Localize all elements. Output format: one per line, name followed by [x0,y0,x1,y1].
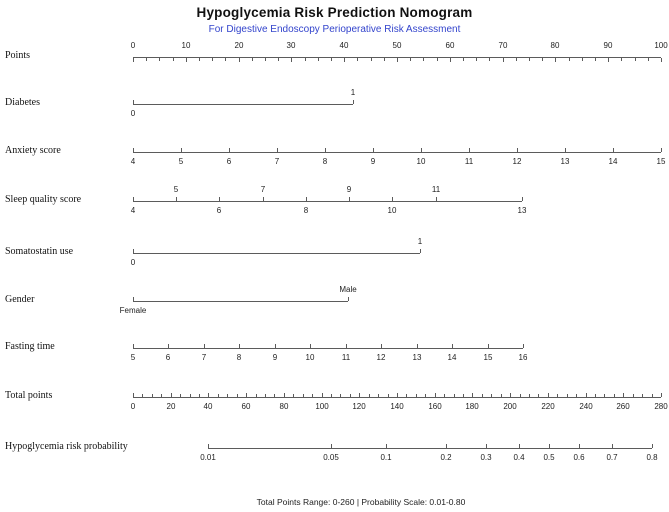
tick-risk-probability [446,444,447,448]
minor-tick-total-points [180,394,181,397]
tick-risk-probability [652,444,653,448]
tick-label-sleep-quality-score: 13 [517,206,527,215]
tick-total-points [246,393,247,397]
tick-label-points: 80 [550,41,560,50]
minor-tick-points [635,58,636,61]
minor-tick-total-points [529,394,530,397]
tick-points [291,58,292,62]
tick-anxiety-score [517,148,518,152]
tick-anxiety-score [661,148,662,152]
tick-sleep-quality-score [219,197,220,201]
tick-label-gender: Male [339,285,357,294]
tick-gender [133,297,134,301]
minor-tick-total-points [652,394,653,397]
axis-line-gender [133,301,348,302]
axis-label-gender: Gender [5,294,35,305]
tick-total-points [133,393,134,397]
tick-total-points [322,393,323,397]
tick-label-fasting-time: 13 [412,353,422,362]
tick-label-risk-probability: 0.6 [573,453,585,462]
tick-label-anxiety-score: 13 [560,157,570,166]
tick-label-sleep-quality-score: 9 [346,185,352,194]
tick-fasting-time [488,344,489,348]
minor-tick-points [423,58,424,61]
axis-label-sleep-quality-score: Sleep quality score [5,194,82,205]
minor-tick-points [463,58,464,61]
minor-tick-total-points [312,394,313,397]
tick-risk-probability [486,444,487,448]
tick-label-anxiety-score: 4 [130,157,136,166]
tick-anxiety-score [469,148,470,152]
tick-label-anxiety-score: 8 [322,157,328,166]
minor-tick-points [305,58,306,61]
tick-label-total-points: 200 [503,402,517,411]
minor-tick-total-points [378,394,379,397]
minor-tick-points [371,58,372,61]
tick-label-sleep-quality-score: 4 [130,206,136,215]
minor-tick-total-points [538,394,539,397]
tick-total-points [397,393,398,397]
tick-label-fasting-time: 5 [130,353,136,362]
minor-tick-total-points [190,394,191,397]
tick-fasting-time [310,344,311,348]
minor-tick-total-points [237,394,238,397]
tick-fasting-time [381,344,382,348]
minor-tick-total-points [557,394,558,397]
tick-total-points [586,393,587,397]
minor-tick-total-points [501,394,502,397]
minor-tick-points [476,58,477,61]
tick-label-risk-probability: 0.01 [200,453,216,462]
tick-label-fasting-time: 12 [376,353,386,362]
tick-fasting-time [168,344,169,348]
tick-label-fasting-time: 10 [305,353,315,362]
tick-label-points: 0 [130,41,136,50]
minor-tick-total-points [274,394,275,397]
tick-gender [348,297,349,301]
minor-tick-points [621,58,622,61]
tick-label-total-points: 60 [241,402,251,411]
tick-label-fasting-time: 14 [447,353,457,362]
minor-tick-total-points [642,394,643,397]
minor-tick-total-points [369,394,370,397]
tick-label-total-points: 20 [166,402,176,411]
tick-label-total-points: 240 [579,402,593,411]
tick-label-anxiety-score: 12 [512,157,522,166]
tick-label-points: 100 [654,41,668,50]
minor-tick-total-points [633,394,634,397]
tick-anxiety-score [565,148,566,152]
axis-line-diabetes [133,104,353,105]
tick-points [661,58,662,62]
tick-label-risk-probability: 0.7 [606,453,618,462]
tick-label-somatostatin-use: 1 [417,237,423,246]
axis-label-fasting-time: Fasting time [5,341,55,352]
minor-tick-total-points [142,394,143,397]
tick-label-anxiety-score: 9 [370,157,376,166]
tick-points [450,58,451,62]
tick-label-risk-probability: 0.2 [440,453,452,462]
minor-tick-points [173,58,174,61]
axis-line-fasting-time [133,348,523,349]
minor-tick-total-points [350,394,351,397]
tick-anxiety-score [325,148,326,152]
tick-label-fasting-time: 7 [201,353,207,362]
tick-label-risk-probability: 0.5 [543,453,555,462]
tick-label-fasting-time: 8 [236,353,242,362]
tick-label-fasting-time: 6 [165,353,171,362]
tick-anxiety-score [133,148,134,152]
tick-label-total-points: 40 [203,402,213,411]
minor-tick-total-points [152,394,153,397]
tick-points [503,58,504,62]
tick-points [344,58,345,62]
tick-label-anxiety-score: 11 [464,157,474,166]
minor-tick-total-points [227,394,228,397]
tick-risk-probability [331,444,332,448]
minor-tick-total-points [331,394,332,397]
minor-tick-total-points [303,394,304,397]
tick-fasting-time [204,344,205,348]
tick-label-anxiety-score: 10 [416,157,426,166]
axis-label-somatostatin-use: Somatostatin use [5,246,74,257]
tick-total-points [472,393,473,397]
minor-tick-total-points [576,394,577,397]
tick-total-points [548,393,549,397]
minor-tick-total-points [256,394,257,397]
axis-label-anxiety-score: Anxiety score [5,145,61,156]
tick-fasting-time [133,344,134,348]
tick-label-sleep-quality-score: 11 [431,185,441,194]
minor-tick-points [357,58,358,61]
tick-sleep-quality-score [133,197,134,201]
tick-total-points [661,393,662,397]
tick-label-gender: Female [119,306,147,315]
minor-tick-points [159,58,160,61]
tick-total-points [435,393,436,397]
tick-total-points [510,393,511,397]
tick-label-risk-probability: 0.1 [380,453,392,462]
tick-label-total-points: 120 [352,402,366,411]
tick-total-points [359,393,360,397]
minor-tick-total-points [482,394,483,397]
minor-tick-total-points [265,394,266,397]
tick-fasting-time [452,344,453,348]
tick-total-points [623,393,624,397]
tick-label-total-points: 80 [279,402,289,411]
tick-label-fasting-time: 16 [518,353,528,362]
minor-tick-total-points [425,394,426,397]
tick-diabetes [353,100,354,104]
tick-label-diabetes: 1 [350,88,356,97]
tick-total-points [284,393,285,397]
tick-label-risk-probability: 0.4 [513,453,525,462]
minor-tick-points [437,58,438,61]
tick-label-sleep-quality-score: 7 [260,185,266,194]
minor-tick-points [199,58,200,61]
tick-risk-probability [579,444,580,448]
axis-line-risk-probability [208,448,652,449]
tick-label-total-points: 220 [541,402,555,411]
tick-label-points: 10 [181,41,191,50]
tick-points [555,58,556,62]
tick-label-points: 90 [603,41,613,50]
axis-label-risk-probability: Hypoglycemia risk probability [5,441,128,452]
tick-sleep-quality-score [349,197,350,201]
tick-label-total-points: 100 [315,402,329,411]
tick-label-anxiety-score: 5 [178,157,184,166]
minor-tick-total-points [463,394,464,397]
tick-anxiety-score [229,148,230,152]
tick-risk-probability [612,444,613,448]
axis-label-points: Points [5,50,31,61]
tick-label-sleep-quality-score: 5 [173,185,179,194]
minor-tick-points [648,58,649,61]
tick-fasting-time [275,344,276,348]
minor-tick-points [516,58,517,61]
minor-tick-total-points [199,394,200,397]
tick-label-points: 30 [286,41,296,50]
minor-tick-points [318,58,319,61]
tick-somatostatin-use [420,249,421,253]
tick-points [397,58,398,62]
tick-label-fasting-time: 9 [272,353,278,362]
tick-label-total-points: 280 [654,402,668,411]
axis-line-anxiety-score [133,152,661,153]
minor-tick-total-points [454,394,455,397]
tick-label-sleep-quality-score: 8 [303,206,309,215]
minor-tick-points [529,58,530,61]
tick-fasting-time [523,344,524,348]
minor-tick-total-points [340,394,341,397]
tick-label-points: 40 [339,41,349,50]
tick-label-fasting-time: 11 [341,353,351,362]
tick-diabetes [133,100,134,104]
tick-label-anxiety-score: 7 [274,157,280,166]
minor-tick-total-points [604,394,605,397]
tick-risk-probability [519,444,520,448]
minor-tick-points [252,58,253,61]
tick-label-points: 60 [445,41,455,50]
tick-points [133,58,134,62]
tick-anxiety-score [421,148,422,152]
minor-tick-total-points [595,394,596,397]
tick-label-total-points: 160 [428,402,442,411]
minor-tick-total-points [567,394,568,397]
tick-fasting-time [239,344,240,348]
tick-fasting-time [346,344,347,348]
minor-tick-total-points [491,394,492,397]
minor-tick-points [582,58,583,61]
tick-somatostatin-use [133,249,134,253]
tick-anxiety-score [277,148,278,152]
minor-tick-total-points [416,394,417,397]
minor-tick-points [410,58,411,61]
tick-risk-probability [386,444,387,448]
minor-tick-total-points [161,394,162,397]
tick-label-anxiety-score: 6 [226,157,232,166]
tick-label-points: 20 [234,41,244,50]
tick-risk-probability [549,444,550,448]
axis-line-somatostatin-use [133,253,420,254]
minor-tick-points [212,58,213,61]
minor-tick-total-points [614,394,615,397]
footer-note: Total Points Range: 0-260 | Probability Scale: 0.01-0.80 [256,497,466,507]
minor-tick-total-points [218,394,219,397]
tick-label-sleep-quality-score: 10 [387,206,397,215]
minor-tick-total-points [520,394,521,397]
tick-total-points [208,393,209,397]
tick-fasting-time [417,344,418,348]
tick-points [608,58,609,62]
minor-tick-total-points [444,394,445,397]
minor-tick-points [595,58,596,61]
tick-label-total-points: 140 [390,402,404,411]
tick-label-total-points: 260 [616,402,630,411]
tick-label-risk-probability: 0.8 [646,453,658,462]
minor-tick-points [146,58,147,61]
tick-label-risk-probability: 0.05 [323,453,339,462]
minor-tick-total-points [293,394,294,397]
tick-anxiety-score [373,148,374,152]
minor-tick-points [569,58,570,61]
tick-label-anxiety-score: 14 [608,157,618,166]
tick-label-anxiety-score: 15 [656,157,666,166]
tick-label-total-points: 0 [130,402,136,411]
chart-title: Hypoglycemia Risk Prediction Nomogram [196,5,473,20]
tick-sleep-quality-score [522,197,523,201]
tick-anxiety-score [613,148,614,152]
tick-label-total-points: 180 [465,402,479,411]
tick-risk-probability [208,444,209,448]
tick-total-points [171,393,172,397]
axis-label-total-points: Total points [5,390,53,401]
tick-label-diabetes: 0 [130,109,136,118]
axis-line-sleep-quality-score [133,201,522,202]
minor-tick-points [278,58,279,61]
tick-label-fasting-time: 15 [483,353,493,362]
axis-line-total-points [133,397,661,398]
minor-tick-points [542,58,543,61]
tick-label-points: 70 [498,41,508,50]
minor-tick-points [384,58,385,61]
minor-tick-points [265,58,266,61]
chart-subtitle: For Digestive Endoscopy Perioperative Risk Assessment [208,24,461,35]
tick-label-somatostatin-use: 0 [130,258,136,267]
minor-tick-total-points [388,394,389,397]
tick-sleep-quality-score [176,197,177,201]
axis-label-diabetes: Diabetes [5,97,40,108]
tick-points [186,58,187,62]
minor-tick-points [225,58,226,61]
minor-tick-total-points [406,394,407,397]
minor-tick-points [489,58,490,61]
minor-tick-points [331,58,332,61]
tick-sleep-quality-score [436,197,437,201]
tick-anxiety-score [181,148,182,152]
tick-label-points: 50 [392,41,402,50]
tick-sleep-quality-score [306,197,307,201]
tick-points [239,58,240,62]
tick-sleep-quality-score [263,197,264,201]
tick-sleep-quality-score [392,197,393,201]
tick-label-risk-probability: 0.3 [480,453,492,462]
tick-label-sleep-quality-score: 6 [216,206,222,215]
